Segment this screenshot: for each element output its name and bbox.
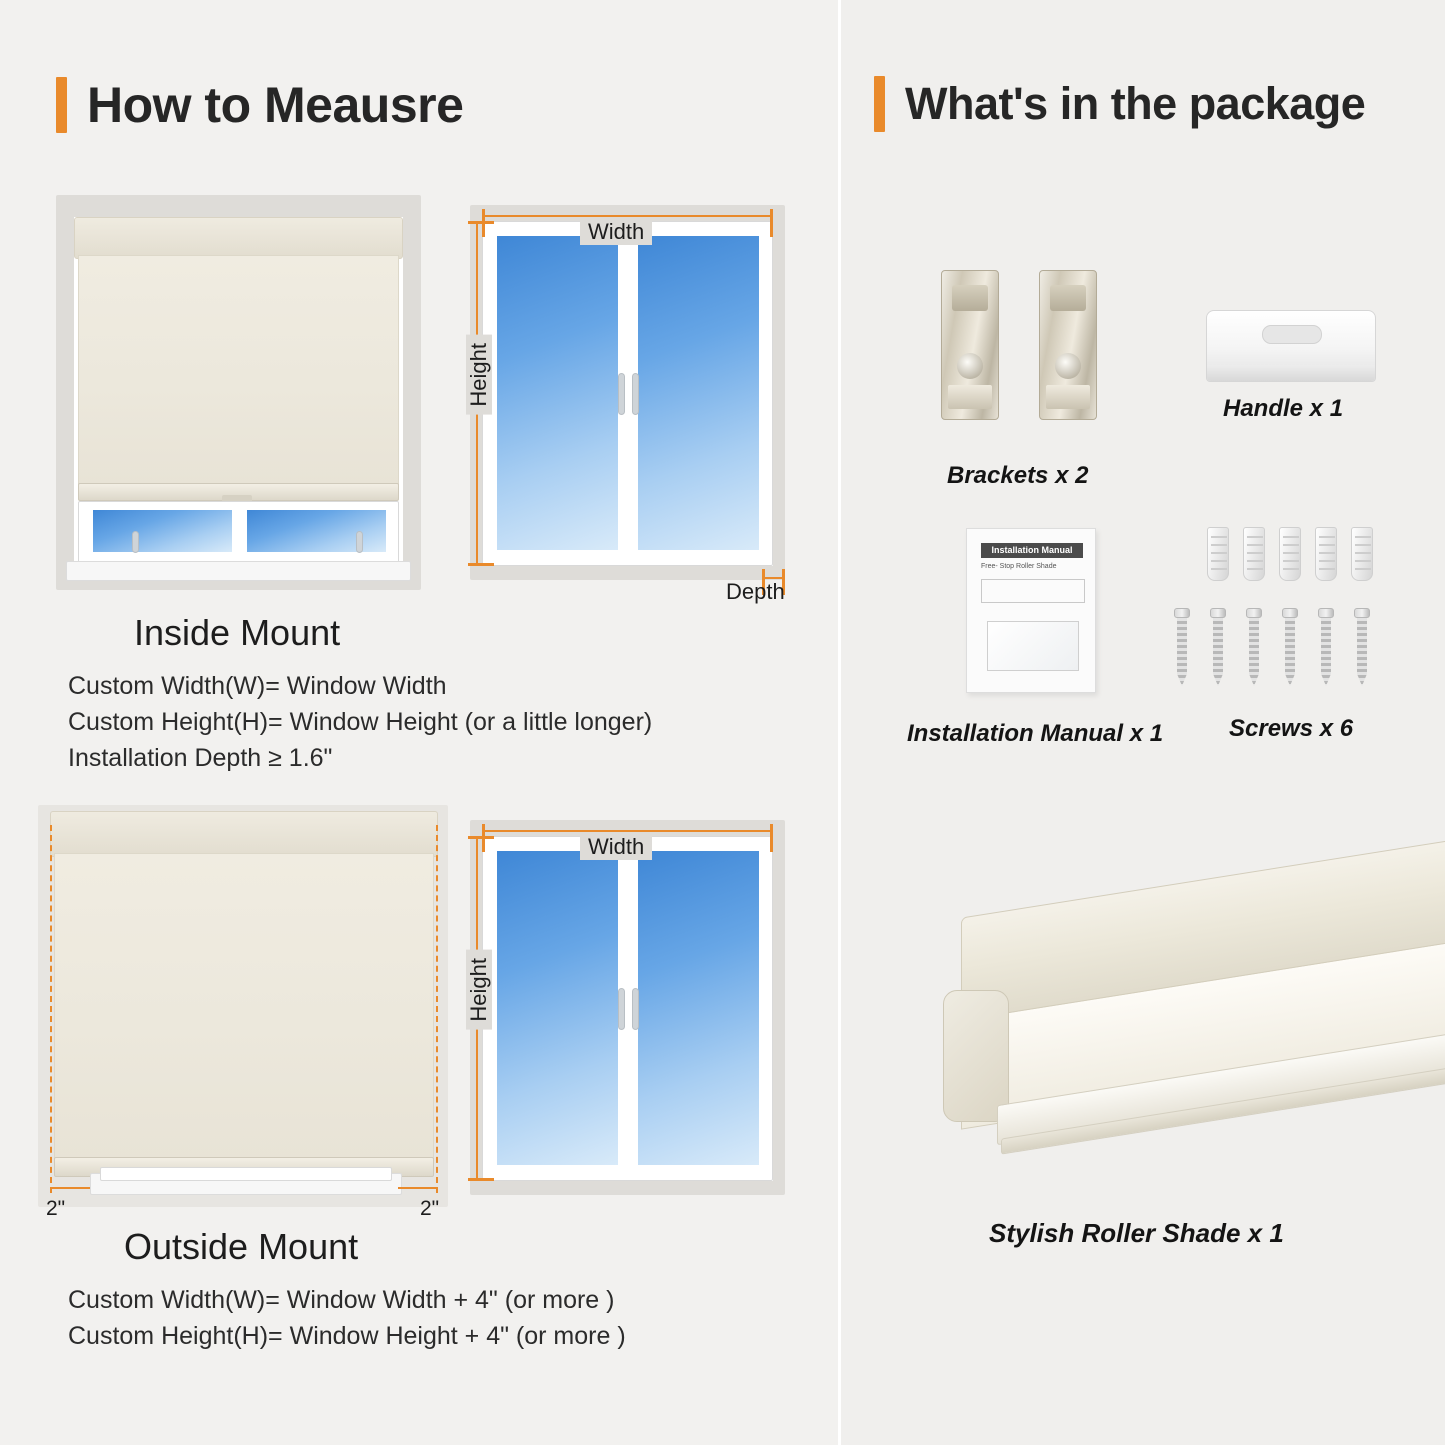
outside-spec-2: Custom Height(H)= Window Height + 4" (or more ) (68, 1322, 626, 1350)
outside-mount-measure-window (460, 810, 790, 1210)
roller-shade-illustration (901, 840, 1441, 1248)
screws-caption: Screws x 6 (1229, 715, 1354, 742)
screw-icon (1246, 608, 1262, 686)
wall-anchor-icon (1207, 527, 1229, 581)
how-to-measure-title: How to Meausre (87, 77, 464, 133)
outside-height-label: Height (466, 950, 492, 1030)
outside-right-margin-label: 2" (420, 1197, 440, 1220)
bracket-icon-1 (941, 270, 999, 420)
outside-mount-shade-illustration (38, 805, 448, 1220)
outside-width-label: Width (580, 834, 652, 860)
brackets-caption: Brackets x 2 (947, 462, 1089, 489)
accent-bar (56, 77, 67, 133)
inside-spec-3: Installation Depth ≥ 1.6" (68, 744, 333, 772)
handle-caption: Handle x 1 (1223, 395, 1344, 422)
package-title: What's in the package (905, 78, 1366, 129)
how-to-measure-heading (56, 76, 463, 134)
inside-width-label: Width (580, 219, 652, 245)
inside-depth-label: Depth (726, 579, 785, 604)
outside-mount-title: Outside Mount (124, 1226, 359, 1267)
inside-spec-2: Custom Height(H)= Window Height (or a little longer) (68, 708, 653, 736)
screw-icon (1354, 608, 1370, 686)
package-contents-panel (838, 0, 1445, 1445)
package-heading (874, 76, 1365, 132)
outside-left-margin-label: 2" (46, 1197, 66, 1220)
accent-bar-right (874, 76, 885, 132)
screw-icon (1174, 608, 1190, 686)
wall-anchor-icon (1315, 527, 1337, 581)
inside-mount-measure-window (460, 195, 790, 604)
manual-cover-title: Installation Manual (981, 543, 1083, 558)
screw-icon (1210, 608, 1226, 686)
roller-end-cap (943, 990, 1009, 1122)
manual-caption: Installation Manual x 1 (907, 720, 1164, 747)
manual-cover-subtitle: Free- Stop Roller Shade (981, 563, 1057, 570)
screw-icon (1318, 608, 1334, 686)
wall-anchor-icon (1243, 527, 1265, 581)
wall-anchor-icon (1279, 527, 1301, 581)
inside-spec-1: Custom Width(W)= Window Width (68, 672, 447, 700)
screw-icon (1282, 608, 1298, 686)
inside-height-label: Height (466, 335, 492, 415)
inside-mount-title: Inside Mount (134, 612, 341, 653)
roller-shade-caption: Stylish Roller Shade x 1 (989, 1218, 1284, 1248)
outside-spec-1: Custom Width(W)= Window Width + 4" (or more ) (68, 1286, 615, 1314)
handle-icon (1206, 310, 1376, 382)
installation-manual-icon (966, 528, 1096, 693)
wall-anchor-icon (1351, 527, 1373, 581)
inside-mount-shade-illustration (56, 195, 421, 590)
bracket-icon-2 (1039, 270, 1097, 420)
